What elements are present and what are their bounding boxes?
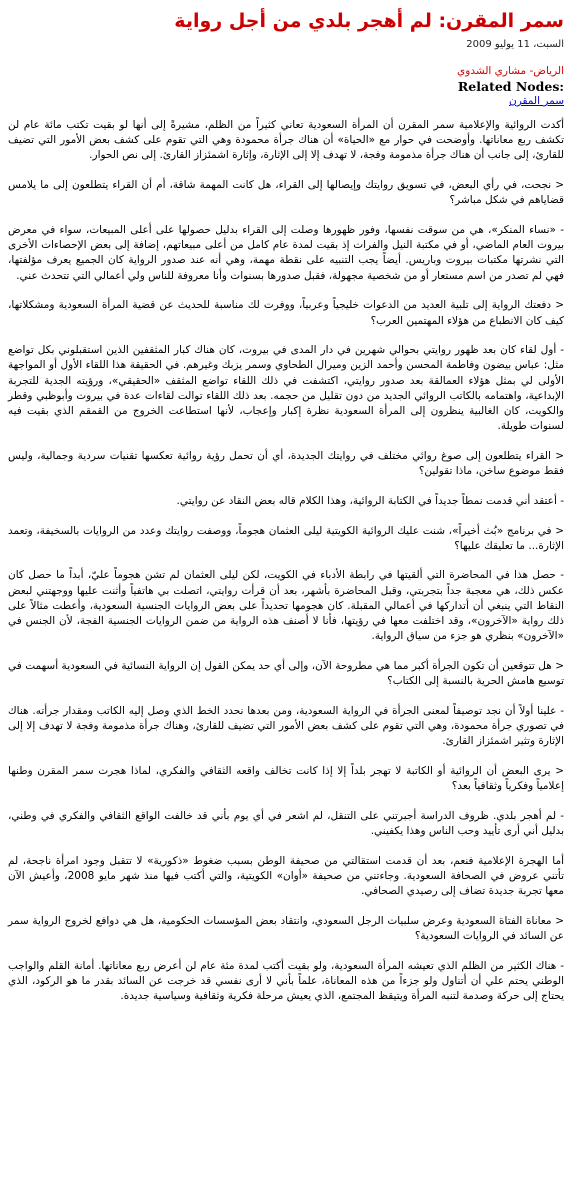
interview-question: < دفعتك الرواية إلى تلبية العديد من الدعوات خليجياً وعربياً، ووفرت لك مناسبة للحديث عن قضية المرأة السعودية ومشكلاتها، كيف كان الانطباع من هؤلاء المهتمين العرب؟ <box>8 299 564 327</box>
interview-question: < معاناة الفتاة السعودية وعرض سلبيات الرجل السعودي، وانتقاد بعض المؤسسات الحكومية، هل هي دوافع لخروج الرواية سمر عن السائد في الروايات السعودية؟ <box>8 914 564 943</box>
interview-answer: - «نساء المنكر»، هي من سوقت نفسها، وفور ظهورها وصلت إلى القراء بدليل حصولها على أعلى المبيعات، سواء في معرض بيروت العام الماضي، أو في مكتبة النيل والفرات إذ بقيت لمدة عام كامل من أعلى مبيعاتهم، إضافة إلى بعض الإحصاءات الأخرى التي نشرتها مكتبات بيروت وباريس. أيضاً يجب التنبيه على نقطة مهمة، وهي أنه عند صدور الرواية كان الجميع يعرف مؤلفتها، فهي لم تصدر من اسم مستعار أو من شخصية مجهولة، فقبل صدورها بسنوات وأنا معروفة للناس ولي أعمالي التي تتحدث عني. <box>8 224 564 282</box>
interview-question: < القراء يتطلعون إلى صوغ روائي مختلف في روايتك الجديدة، أي أن تحمل رؤية روائية تعكسها تقنيات سردية وجمالية، وليس فقط موضوع ساخن، ماذا تقولين؟ <box>8 449 564 478</box>
interview-answer: - هناك الكثير من الظلم الذي تعيشه المرأة السعودية، ولو بقيت أكتب لمدة مئة عام لن أعرض ربع معاناتها. أمانة القلم والواجب الوطني يحتم علي أن أتناول ولو جزءاً من هذه المعاناة، علماً بأني لا أرى نفسي قد خرجت عن السائد بقدر ما هو الركود، الذي يحتاج إلى حركة وصدمة لتنبه المرأة ويتيقظ المجتمع، الذي يعيش مرحلة فكرية وثقافية وسياسية جديدة. <box>8 959 564 1003</box>
interview-answer: - أول لقاء كان بعد ظهور روايتي بحوالي شهرين في دار المدى في بيروت، كان هناك كبار المثقفين الذين استقبلوني بكل تواضع مثل: عباس بيضون وفاطمة المحسن وأحمد الزين وميرال الطحاوي وسمر يزبك وغيرهم. في الحقيقة هذا اللقاء الأول أو المواجهة الأولى لي بمثل هؤلاء العمالقة بعد صدور روايتي، اكتشفت في ذلك اللقاء تواضع المثقف «الحقيقي»، ورؤيته الجدية للتجربة الإبداعية، واهتمامه بالكاتب الروائي الجديد من دون تقليل من حجمه. بعد ذلك اللقاء توالت لقاءات عدة في بيروت وأبوظبي وقطر والكويت، كان الغالبية ينظرون إلى المرأة السعودية نظرة إكبار وإعجاب، لأنها استطاعت الخروج من القمقم الذي بقيت فيه لسنوات طويلة. <box>8 344 564 433</box>
related-node-link[interactable]: سمر المقرن <box>508 95 564 107</box>
interview-question: < يرى البعض أن الروائية أو الكاتبة لا تهجر بلداً إلا إذا كانت تخالف واقعه الثقافي والفكري، لماذا هجرت سمر المقرن وطنها إعلامياً وفكرياً وثقافياً بعد؟ <box>8 765 564 793</box>
interview-answer: - علينا أولاً أن نجد توصيفاً لمعنى الجرأة في الرواية السعودية، ومن بعدها نحدد الخط الذي وصل إليه الكاتب ومقدار جرأته. هناك في تصوري جرأة محمودة، وهي التي تقوم على كشف بعض الأمور التي تضيف للقارئ، وهناك جرأة مذمومة وفجة لا تهدف إلا إلى الإثارة وتثير اشمئزاز القارئ. <box>8 704 564 748</box>
interview-answer: - حصل هذا في المحاضرة التي ألقيتها في رابطة الأدباء في الكويت، لكن ليلى العثمان لم تشن هجوماً عليّ، أبداً ما حصل كان عكس ذلك، هي معجبة جداً بتجربتي، وقبل المحاضرة بأشهر، بعد أن قرأت روايتي، اتصلت بي هاتفياً وأثنت عليها ووجهتني لبعض النقاط التي ينبغي أن أتداركها في أعمالي المقبلة. كان هجومها تحديداً على بعض الروايات الجنسية السعودية، وأعطت مثالاً على ذلك رواية «الآخرون»، وقد اختلفت معها في رؤيتها، فأنا لا أصنف هذه الرواية من ضمن الروايات الجنسية الفجة، لأن الجنس في «الآخرون» بنظري هو جزء من سياق الرواية. <box>8 569 564 643</box>
article-intro-paragraph: أكدت الروائية والإعلامية سمر المقرن أن المرأة السعودية تعاني كثيراً من الظلم، مشيرةً إلى أنها لو بقيت تكتب مائة عام لن تكشف ربع معاناتها. وأوضحت في حوار مع «الحياة» أن هناك جرأة محمودة وهي التي تقوم على كشف بعض الأمور التي تضيف للقارئ، إلى جانب أن هناك جرأة مذمومة وفجة، لا تهدف إلا إلى الإثارة، وإثارة اشمئزاز القارئ. إلى نص الحوار. <box>8 119 564 162</box>
interview-answer: - لم أهجر بلدي. ظروف الدراسة أجبرتني على التنقل، لم اشعر في أي يوم بأني قد خالفت الواقع الثقافي والفكري في وطني، بدليل أني أرى تأييد وحب الناس وهذا يكفيني. <box>8 809 564 838</box>
interview-question: < في برنامج «بُث أخيراً»، شنت عليك الروائية الكويتية ليلى العثمان هجوماً، ووصفت روايتك وعدد من الروايات بالسخيفة، وتعمد الإثارة... ما تعليقك عليها؟ <box>8 524 564 552</box>
interview-question: < هل تتوقعين أن تكون الجرأة أكبر مما هي مطروحة الآن، وإلى أي حد يمكن القول إن الرواية النسائية في السعودية أسهمت في توسيع هامش الحرية بالنسبة إلى الكتاب؟ <box>8 659 564 688</box>
article-byline: الرياض- مشاري الشدوي <box>457 65 564 77</box>
interview-answer-continued: أما الهجرة الإعلامية فنعم، بعد أن قدمت استقالتي من صحيفة الوطن بسبب ضغوط «ذكورية» لا تتقبل وجود امرأة ناجحة، لم تأتني عروض في الصحافة السعودية. وجاءتني من صحيفة «أوان» الكويتية، والتي أكتب فيها منذ شهر مايو 2008، وأعيش الآن معها تجربة جديدة تضاف إلى رصيدي الصحافي. <box>8 854 564 898</box>
interview-answer: - أعتقد أني قدمت نمطاً جديداً في الكتابة الروائية، وهذا الكلام قاله بعض النقاد عن روايتي. <box>176 494 564 507</box>
interview-question: < نجحت، في رأي البعض، في تسويق روايتك وإيصالها إلى القراء، هل كانت المهمة شاقة، أم أن القراء يتطلعون إلى ما يلامس قضاياهم في شكل مباشر؟ <box>8 179 564 207</box>
article-body <box>8 118 564 1004</box>
article-title: سمر المقرن: لم أهجر بلدي من أجل رواية <box>174 10 564 32</box>
article-date: السبت، 11 يوليو 2009 <box>466 39 564 50</box>
related-nodes-heading: Related Nodes: <box>457 79 564 94</box>
